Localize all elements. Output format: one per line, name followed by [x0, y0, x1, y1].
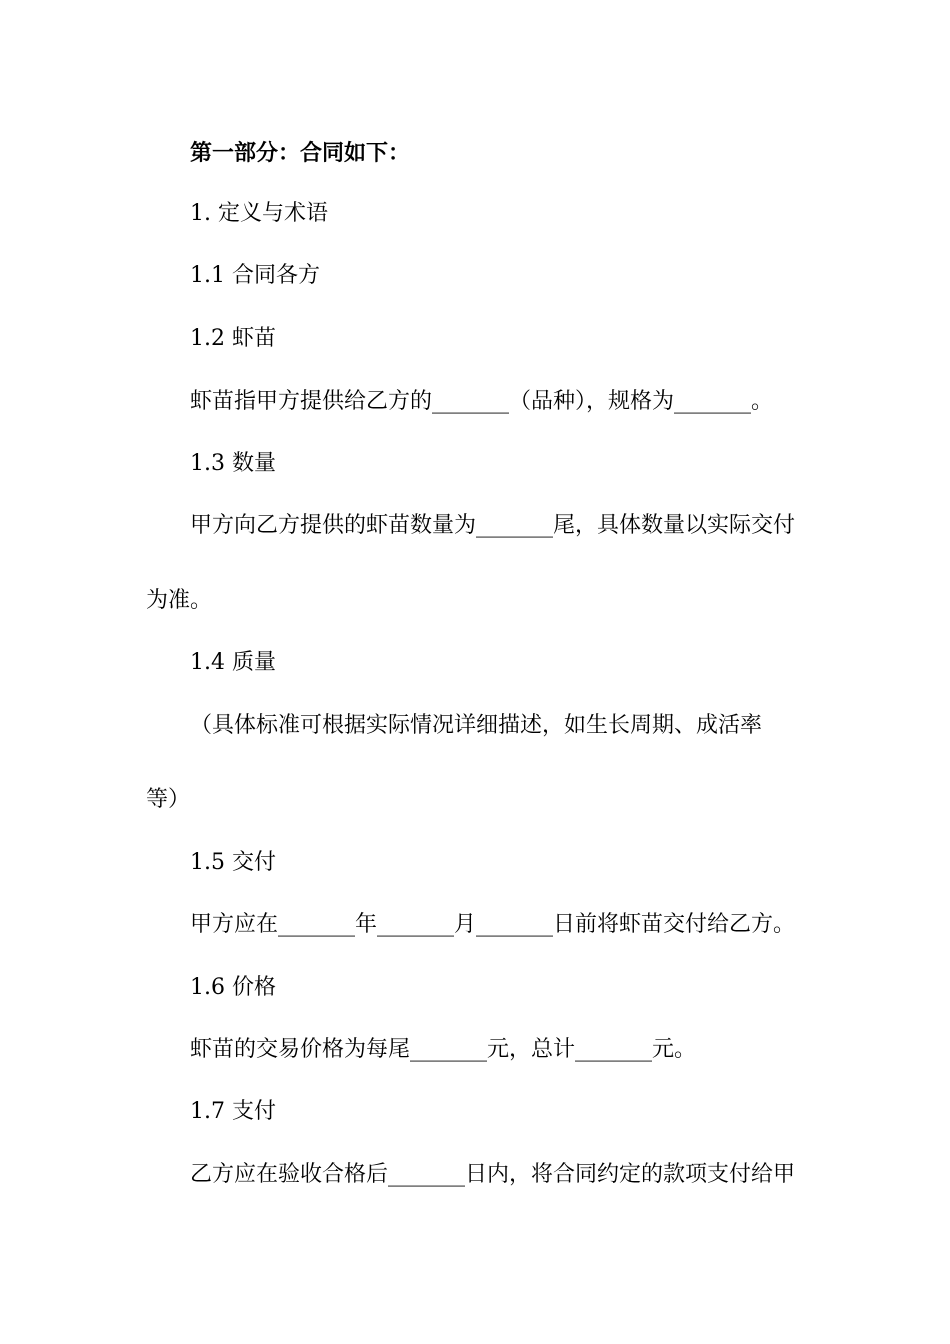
clause-1-4-title: 1.4 质量: [190, 650, 276, 675]
clause-1-2-title: 1.2 虾苗: [190, 326, 276, 351]
clause-1-3-text-line-1: 甲方向乙方提供的虾苗数量为_______尾，具体数量以实际交付: [190, 513, 796, 538]
clause-1-5-text: 甲方应在_______年_______月_______日前将虾苗交付给乙方。: [190, 912, 796, 937]
clause-1-6-title: 1.6 价格: [190, 975, 276, 1000]
clause-1-5-title: 1.5 交付: [190, 850, 276, 875]
clause-1-4-text-line-2: 等）: [146, 787, 191, 812]
clause-1-6-text: 虾苗的交易价格为每尾_______元，总计_______元。: [190, 1037, 697, 1062]
clause-1-3-title: 1.3 数量: [190, 451, 276, 476]
clause-1-7-title: 1.7 支付: [190, 1099, 276, 1124]
clause-1-3-text-line-2: 为准。: [146, 588, 213, 613]
clause-1-4-text-line-1: （具体标准可根据实际情况详细描述，如生长周期、成活率: [190, 713, 763, 738]
clause-1-1-title: 1.1 合同各方: [190, 263, 320, 288]
clause-1-7-text-line-1: 乙方应在验收合格后_______日内，将合同约定的款项支付给甲: [190, 1162, 796, 1187]
clause-1-2-text: 虾苗指甲方提供给乙方的_______（品种），规格为_______。: [190, 389, 774, 414]
clause-1-title: 1. 定义与术语: [190, 201, 328, 226]
section-heading: 第一部分：合同如下：: [190, 140, 411, 166]
